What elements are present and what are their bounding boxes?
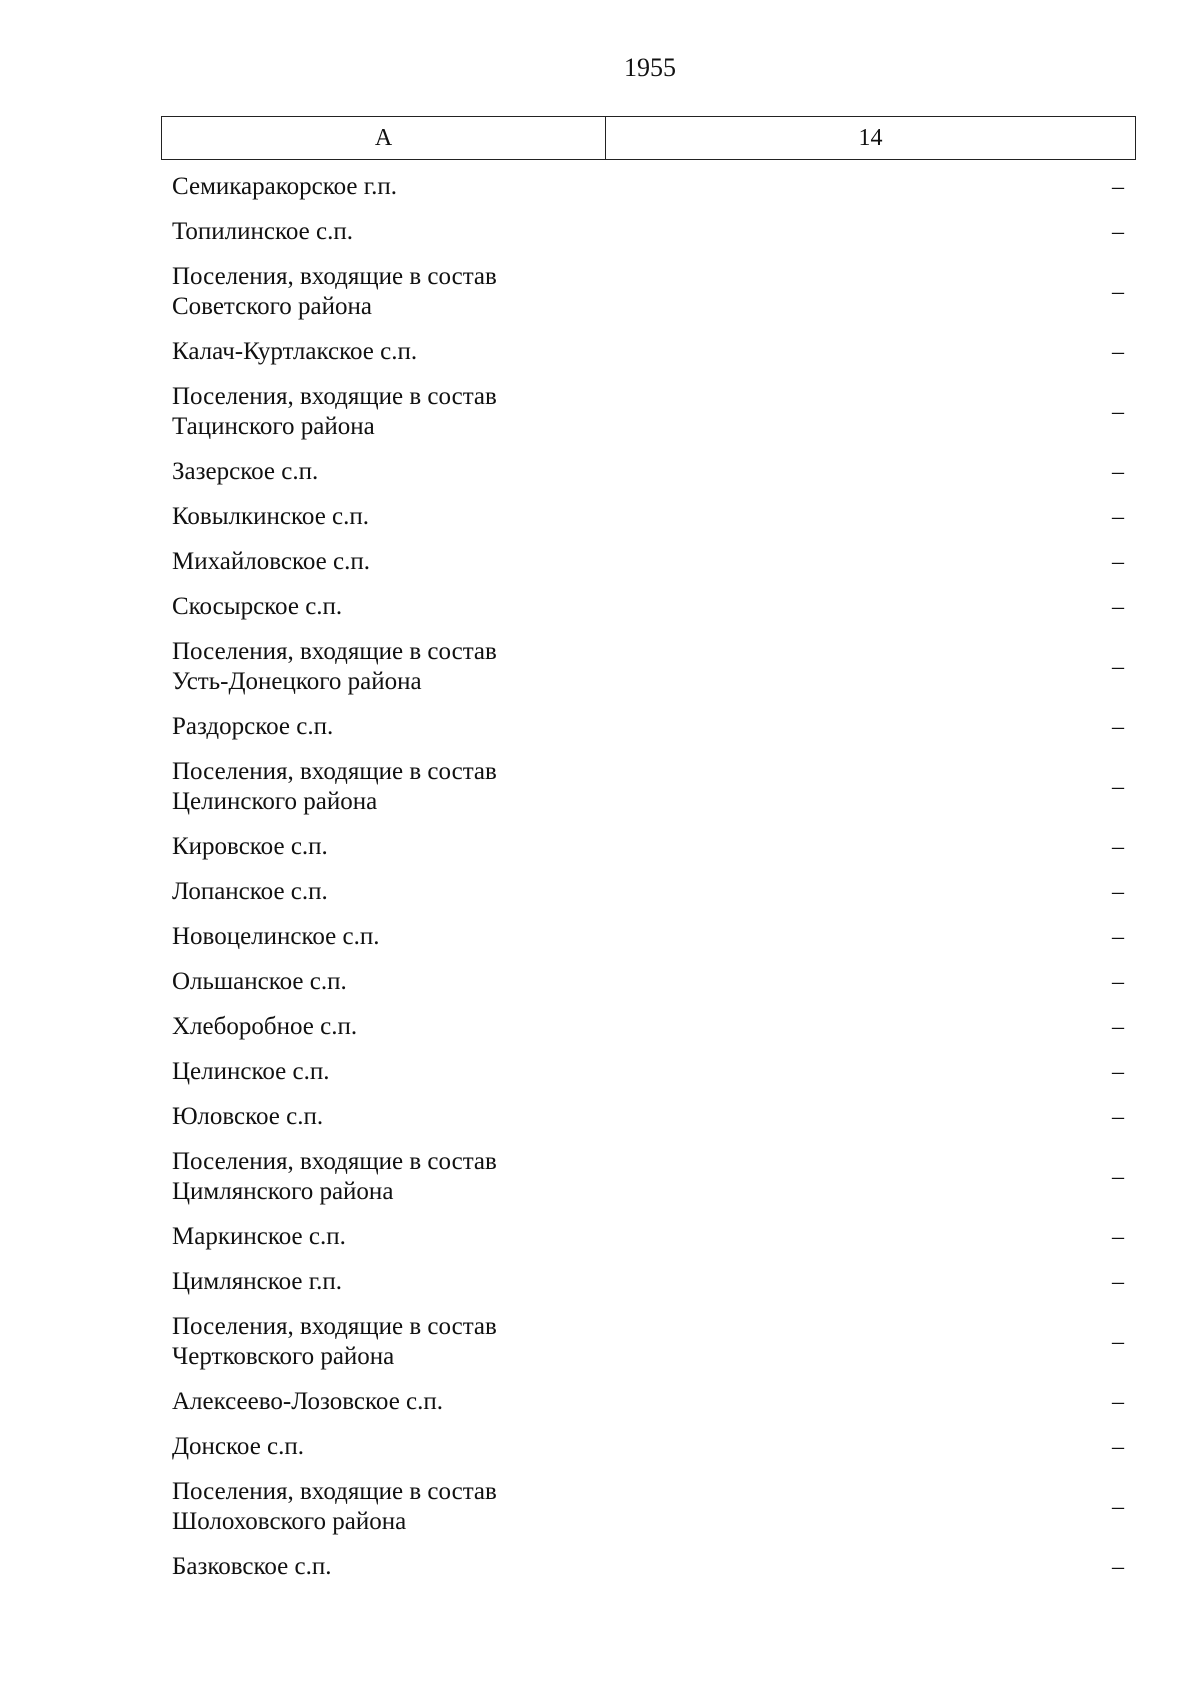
table-body	[161, 160, 1136, 1589]
table-row	[161, 164, 1136, 209]
row-value: –	[1112, 1328, 1124, 1355]
row-value: –	[1112, 593, 1124, 620]
row-settlement-name: Поселения, входящие в состав Цимлянского района	[172, 1147, 497, 1205]
row-value: –	[1112, 338, 1124, 365]
row-value: –	[1112, 878, 1124, 905]
table-header-row	[161, 116, 1136, 160]
table-row	[161, 1469, 1136, 1544]
table-row	[161, 749, 1136, 824]
row-value: –	[1112, 1223, 1124, 1250]
table-row	[161, 1139, 1136, 1214]
row-settlement-name: Ольшанское с.п.	[172, 967, 347, 995]
table-row	[161, 914, 1136, 959]
row-value: –	[1112, 1058, 1124, 1085]
table-row	[161, 1049, 1136, 1094]
row-settlement-name: Алексеево-Лозовское с.п.	[172, 1387, 444, 1415]
row-value: –	[1112, 1163, 1124, 1190]
table-row	[161, 1214, 1136, 1259]
row-value: –	[1112, 773, 1124, 800]
row-settlement-name: Лопанское с.п.	[172, 877, 328, 905]
row-settlement-name: Калач-Куртлакское с.п.	[172, 337, 418, 365]
row-settlement-name: Зазерское с.п.	[172, 457, 319, 485]
row-value: –	[1112, 653, 1124, 680]
table-row	[161, 824, 1136, 869]
table-row	[161, 209, 1136, 254]
table-row	[161, 584, 1136, 629]
data-table	[161, 116, 1136, 1589]
row-settlement-name: Скосырское с.п.	[172, 592, 343, 620]
row-settlement-name: Новоцелинское с.п.	[172, 922, 380, 950]
table-row	[161, 1004, 1136, 1049]
row-settlement-name: Раздорское с.п.	[172, 712, 334, 740]
row-settlement-name: Базковское с.п.	[172, 1552, 332, 1580]
row-settlement-name: Поселения, входящие в состав Тацинского района	[172, 382, 497, 440]
row-settlement-name: Поселения, входящие в состав Чертковского района	[172, 1312, 497, 1370]
table-row	[161, 704, 1136, 749]
table-row	[161, 629, 1136, 704]
table-row	[161, 1544, 1136, 1589]
row-value: –	[1112, 1268, 1124, 1295]
column-header-14: 14	[858, 124, 883, 151]
table-row	[161, 449, 1136, 494]
row-value: –	[1112, 503, 1124, 530]
table-row	[161, 1304, 1136, 1379]
table-row	[161, 539, 1136, 584]
row-value: –	[1112, 278, 1124, 305]
row-settlement-name: Семикаракорское г.п.	[172, 172, 398, 200]
table-row	[161, 1379, 1136, 1424]
row-settlement-name: Ковылкинское с.п.	[172, 502, 370, 530]
row-settlement-name: Целинское с.п.	[172, 1057, 330, 1085]
row-value: –	[1112, 398, 1124, 425]
row-settlement-name: Поселения, входящие в состав Усть-Донецкого района	[172, 637, 497, 695]
row-settlement-name: Поселения, входящие в состав Советского района	[172, 262, 497, 320]
table-row	[161, 329, 1136, 374]
row-settlement-name: Донское с.п.	[172, 1432, 305, 1460]
row-value: –	[1112, 968, 1124, 995]
row-value: –	[1112, 1553, 1124, 1580]
row-value: –	[1112, 1433, 1124, 1460]
row-settlement-name: Поселения, входящие в состав Целинского района	[172, 757, 497, 815]
table-row	[161, 254, 1136, 329]
row-settlement-name: Михайловское с.п.	[172, 547, 370, 575]
table-row	[161, 1424, 1136, 1469]
table-row	[161, 1259, 1136, 1304]
row-value: –	[1112, 923, 1124, 950]
row-settlement-name: Хлеборобное с.п.	[172, 1012, 358, 1040]
table-row	[161, 869, 1136, 914]
table-row	[161, 374, 1136, 449]
row-value: –	[1112, 1388, 1124, 1415]
row-value: –	[1112, 548, 1124, 575]
row-settlement-name: Топилинское с.п.	[172, 217, 353, 245]
row-value: –	[1112, 713, 1124, 740]
row-value: –	[1112, 1013, 1124, 1040]
row-value: –	[1112, 1493, 1124, 1520]
row-value: –	[1112, 833, 1124, 860]
table-row	[161, 1094, 1136, 1139]
row-value: –	[1112, 173, 1124, 200]
row-value: –	[1112, 1103, 1124, 1130]
row-settlement-name: Цимлянское г.п.	[172, 1267, 343, 1295]
row-settlement-name: Маркинское с.п.	[172, 1222, 346, 1250]
table-row	[161, 959, 1136, 1004]
page-number: 1955	[624, 53, 676, 82]
row-settlement-name: Кировское с.п.	[172, 832, 328, 860]
column-header-a: А	[162, 117, 606, 159]
row-settlement-name: Поселения, входящие в состав Шолоховского района	[172, 1477, 497, 1535]
table-row	[161, 494, 1136, 539]
row-settlement-name: Юловское с.п.	[172, 1102, 324, 1130]
row-value: –	[1112, 218, 1124, 245]
row-value: –	[1112, 458, 1124, 485]
